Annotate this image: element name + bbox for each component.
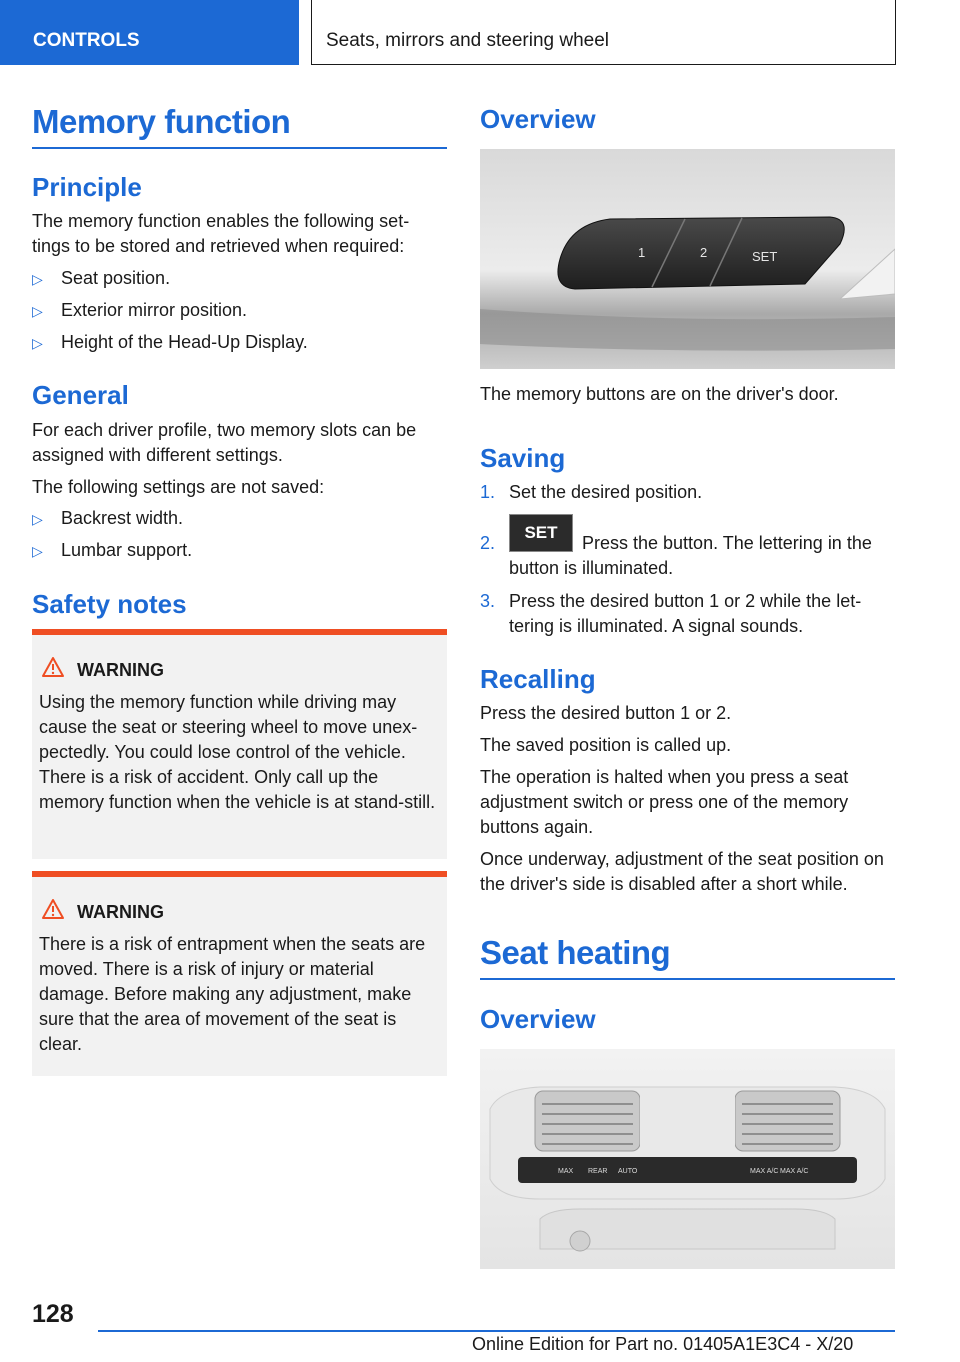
set-button-icon: SET: [509, 514, 573, 552]
climate-panel-photo: [480, 1049, 895, 1269]
footer-rule: [98, 1330, 895, 1332]
overview-heading: Overview: [480, 104, 596, 134]
warning-title: WARNING: [77, 902, 164, 922]
triangle-bullet-icon: ▷: [32, 335, 43, 351]
triangle-bullet-icon: ▷: [32, 511, 43, 527]
warning-triangle-icon: [41, 656, 65, 678]
recalling-paragraph: The saved position is called up.: [480, 735, 732, 755]
recalling-paragraph: Once underway, adjustment of the seat position on the driver's side is disabled after a short while.: [480, 849, 884, 894]
panel-label-max: MAX: [558, 1168, 574, 1175]
safety-notes-heading: Safety notes: [32, 589, 187, 619]
memory-button-2-label: 2: [700, 245, 708, 260]
memory-buttons-photo: [480, 149, 895, 369]
principle-intro: The memory function enables the following set-tings to be stored and retrieved when required:: [32, 211, 410, 256]
general-heading: General: [32, 380, 129, 410]
warning-text: There is a risk of entrapment when the seats are moved. There is a risk of injury or material damage. Before making any adjustment, make sure that the area of movement of the seat is clear.: [39, 934, 426, 1054]
panel-label-max-ac: MAX A/C: [780, 1168, 809, 1175]
seat-heating-overview-heading: Overview: [480, 1004, 596, 1034]
recalling-paragraph: Press the desired button 1 or 2.: [480, 703, 732, 723]
page-number: 128: [32, 1300, 74, 1328]
recalling-heading: Recalling: [480, 664, 596, 694]
warning-text: Using the memory function while driving may cause the seat or steering wheel to move unex-pectedly. You could lose control of the vehicle. There is a risk of accident. Only call up the memory function when the vehicle is at stand-still.: [39, 692, 436, 812]
seat-heating-title: Seat heating: [480, 934, 895, 980]
numbered-step: 2. SET Press the button. The lettering in the button is illuminated.: [480, 531, 895, 583]
triangle-bullet-icon: ▷: [32, 271, 43, 287]
saving-heading: Saving: [480, 443, 566, 473]
panel-label-rear: REAR: [588, 1168, 608, 1175]
warning-title: WARNING: [77, 660, 164, 680]
general-paragraph: For each driver profile, two memory slots can be assigned with different settings.: [32, 420, 417, 465]
panel-label-max-ac: MAX A/C: [750, 1168, 779, 1175]
memory-set-label: SET: [752, 249, 778, 264]
overview-caption: The memory buttons are on the driver's door.: [480, 384, 839, 404]
warning-box: [32, 629, 447, 859]
warning-box: [32, 871, 447, 1076]
chapter-title: Seats, mirrors and steering wheel: [311, 0, 896, 65]
warning-triangle-icon: [41, 898, 65, 920]
section-tab: CONTROLS: [0, 0, 299, 65]
principle-heading: Principle: [32, 172, 142, 202]
triangle-bullet-icon: ▷: [32, 303, 43, 319]
footer-edition: Online Edition for Part no. 01405A1E3C4 - X/20: [472, 1334, 854, 1354]
memory-button-1-label: 1: [638, 245, 646, 260]
triangle-bullet-icon: ▷: [32, 543, 43, 559]
general-not-saved: The following settings are not saved:: [32, 477, 325, 497]
panel-label-auto: AUTO: [618, 1168, 638, 1175]
memory-function-title: Memory function: [32, 103, 447, 149]
recalling-paragraph: The operation is halted when you press a seat adjustment switch or press one of the memory buttons again.: [480, 767, 849, 837]
